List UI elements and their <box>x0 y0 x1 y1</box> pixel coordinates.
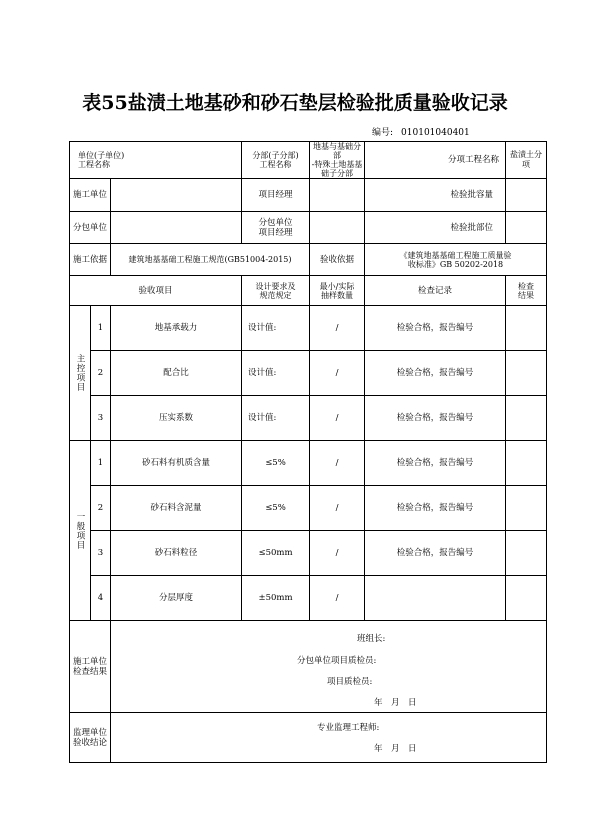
main-group-label: 主控项目 <box>70 306 91 441</box>
item-name: 砂石料有机质含量 <box>111 441 242 486</box>
contractor-value <box>111 179 242 212</box>
general-group-label: 一般项目 <box>70 441 91 621</box>
subitem-value: 盐渍土分项 <box>506 142 547 179</box>
item-record: 检验合格，报告编号 <box>365 531 506 576</box>
subcontractor-label: 分包单位 <box>70 212 111 244</box>
item-result <box>506 531 547 576</box>
item-name: 分层厚度 <box>111 576 242 621</box>
table-row <box>70 576 547 621</box>
item-name: 压实系数 <box>111 396 242 441</box>
item-sample: / <box>310 351 365 396</box>
acceptance-basis-value: 《建筑地基基础工程施工质量验 收标准》GB 50202-2018 <box>365 244 547 276</box>
batch-capacity-value <box>506 179 547 212</box>
col-item: 验收项目 <box>70 276 242 306</box>
item-sample: / <box>310 531 365 576</box>
item-design: 设计值: <box>242 351 310 396</box>
record-code <box>372 125 470 138</box>
item-result <box>506 306 547 351</box>
item-no: 1 <box>91 306 111 351</box>
code-label: 编号: <box>372 128 394 138</box>
table-row <box>70 486 547 531</box>
pm-label: 项目经理 <box>242 179 310 212</box>
item-result <box>506 396 547 441</box>
supervision-label: 监理单位 验收结论 <box>70 713 111 763</box>
supervision-engineer-label: 专业监理工程师: <box>317 723 380 733</box>
page-title: 表55盐渍土地基砂和砂石垫层检验批质量验收记录 <box>82 92 508 114</box>
supervision-signatures <box>111 713 547 763</box>
item-result <box>506 351 547 396</box>
item-result <box>506 486 547 531</box>
item-no: 2 <box>91 486 111 531</box>
item-record: 检验合格，报告编号 <box>365 396 506 441</box>
sub-inspector-label: 分包单位项目质检员: <box>297 656 377 666</box>
team-leader-label: 班组长: <box>357 634 386 644</box>
item-result <box>506 441 547 486</box>
code-value: 010101040401 <box>401 128 470 138</box>
item-design: ±50mm <box>242 576 310 621</box>
subitem-label: 分项工程名称 <box>365 142 506 179</box>
contractor-label: 施工单位 <box>70 179 111 212</box>
sub-pm-label: 分包单位 项目经理 <box>242 212 310 244</box>
col-design: 设计要求及 规范规定 <box>242 276 310 306</box>
item-no: 3 <box>91 396 111 441</box>
col-record: 检查记录 <box>365 276 506 306</box>
sub-pm-value <box>310 212 365 244</box>
table-row <box>70 441 547 486</box>
item-design: ≤50mm <box>242 531 310 576</box>
batch-capacity-label: 检验批容量 <box>365 179 506 212</box>
unit-name-label: 单位(子单位) 工程名称 <box>70 142 242 179</box>
item-name: 配合比 <box>111 351 242 396</box>
item-sample: / <box>310 441 365 486</box>
supervision-date: 年 月 日 <box>374 744 417 754</box>
item-no: 3 <box>91 531 111 576</box>
table-row <box>70 396 547 441</box>
item-design: 设计值: <box>242 396 310 441</box>
construction-check-signatures <box>111 621 547 713</box>
pm-value <box>310 179 365 212</box>
construction-date: 年 月 日 <box>374 698 417 708</box>
item-no: 4 <box>91 576 111 621</box>
item-record: 检验合格，报告编号 <box>365 306 506 351</box>
item-record: 检验合格，报告编号 <box>365 351 506 396</box>
item-name: 地基承载力 <box>111 306 242 351</box>
item-design: ≤5% <box>242 441 310 486</box>
inspector-label: 项目质检员: <box>327 677 373 687</box>
item-sample: / <box>310 396 365 441</box>
basis-label: 施工依据 <box>70 244 111 276</box>
item-design: 设计值: <box>242 306 310 351</box>
subunit-name-value: 地基与基础分部 -特殊土地基基 础子分部 <box>310 142 365 179</box>
item-no: 2 <box>91 351 111 396</box>
col-result: 检查 结果 <box>506 276 547 306</box>
item-sample: / <box>310 486 365 531</box>
table-row <box>70 351 547 396</box>
construction-check-label: 施工单位 检查结果 <box>70 621 111 713</box>
batch-location-value <box>506 212 547 244</box>
item-sample: / <box>310 576 365 621</box>
item-name: 砂石料粒径 <box>111 531 242 576</box>
acceptance-basis-label: 验收依据 <box>310 244 365 276</box>
item-record: 检验合格，报告编号 <box>365 441 506 486</box>
item-record <box>365 576 506 621</box>
subunit-name-label: 分部(子分部) 工程名称 <box>242 142 310 179</box>
item-no: 1 <box>91 441 111 486</box>
item-name: 砂石料含泥量 <box>111 486 242 531</box>
acceptance-table <box>69 141 547 763</box>
col-sample: 最小/实际 抽样数量 <box>310 276 365 306</box>
subcontractor-value <box>111 212 242 244</box>
table-row <box>70 306 547 351</box>
table-row <box>70 531 547 576</box>
item-sample: / <box>310 306 365 351</box>
item-design: ≤5% <box>242 486 310 531</box>
basis-value: 建筑地基基础工程施工规范(GB51004-2015) <box>111 244 310 276</box>
item-result <box>506 576 547 621</box>
batch-location-label: 检验批部位 <box>365 212 506 244</box>
item-record: 检验合格，报告编号 <box>365 486 506 531</box>
